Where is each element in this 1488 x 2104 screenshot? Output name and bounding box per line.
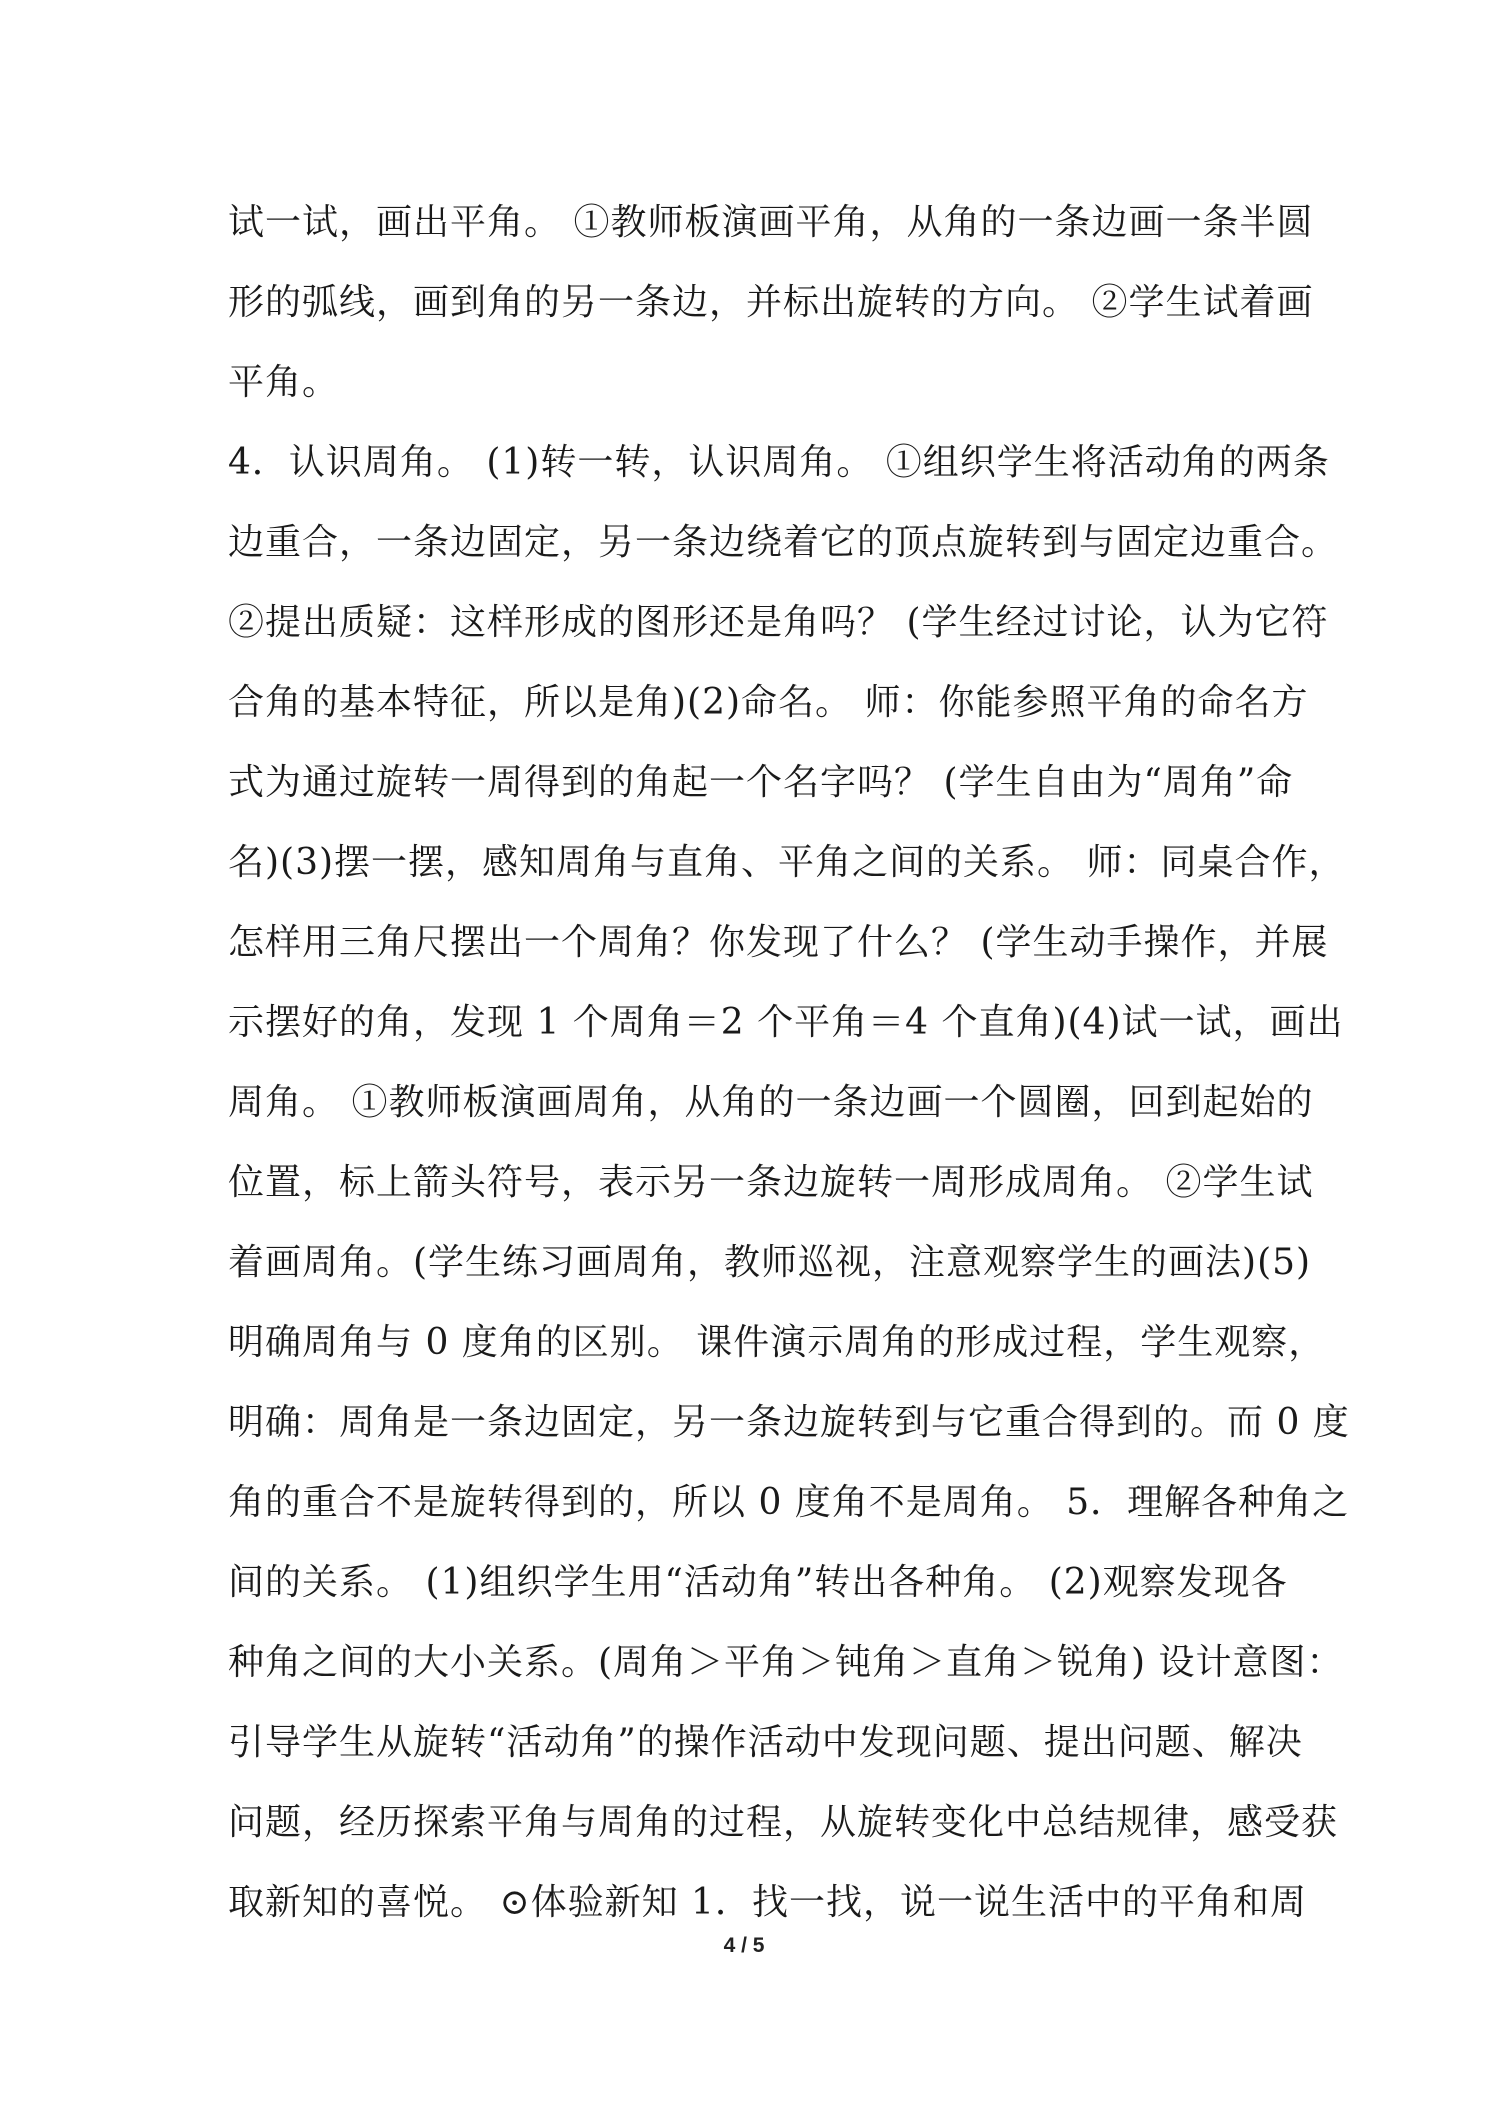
text-line: 引导学生从旋转“活动角”的操作活动中发现问题、提出问题、解决 bbox=[228, 1722, 1303, 1763]
text-line: 种角之间的大小关系。(周角＞平角＞钝角＞直角＞锐角) 设计意图： bbox=[228, 1642, 1344, 1683]
text-line: 周角。 ①教师板演画周角，从角的一条边画一个圆圈，回到起始的 bbox=[228, 1082, 1314, 1123]
text-line: 示摆好的角，发现 1 个周角＝2 个平角＝4 个直角)(4)试一试，画出 bbox=[228, 1002, 1344, 1043]
text-line: 形的弧线，画到角的另一条边，并标出旋转的方向。 ②学生试着画 bbox=[228, 282, 1314, 323]
text-line: 名)(3)摆一摆，感知周角与直角、平角之间的关系。 师：同桌合作， bbox=[228, 842, 1346, 883]
page-number: 4 / 5 bbox=[723, 1934, 765, 1957]
text-line: 平角。 bbox=[228, 362, 340, 403]
text-line: 位置，标上箭头符号，表示另一条边旋转一周形成周角。 ②学生试 bbox=[228, 1162, 1314, 1203]
text-line: 间的关系。 (1)组织学生用“活动角”转出各种角。 (2)观察发现各 bbox=[228, 1562, 1288, 1603]
text-line: 合角的基本特征，所以是角)(2)命名。 师：你能参照平角的命名方 bbox=[228, 682, 1309, 723]
text-line: 怎样用三角尺摆出一个周角？你发现了什么？ (学生动手操作，并展 bbox=[228, 922, 1329, 963]
text-line: 式为通过旋转一周得到的角起一个名字吗？ (学生自由为“周角”命 bbox=[228, 762, 1294, 803]
text-line: 着画周角。(学生练习画周角，教师巡视，注意观察学生的画法)(5) bbox=[228, 1242, 1312, 1283]
text-line: 边重合，一条边固定，另一条边绕着它的顶点旋转到与固定边重合。 bbox=[228, 522, 1339, 563]
text-line: 试一试，画出平角。 ①教师板演画平角，从角的一条边画一条半圆 bbox=[228, 202, 1314, 243]
body-text bbox=[228, 198, 1350, 1958]
text-line: 取新知的喜悦。 ⊙体验新知 1．找一找，说一说生活中的平角和周 bbox=[228, 1882, 1307, 1923]
text-line: 4．认识周角。 (1)转一转，认识周角。 ①组织学生将活动角的两条 bbox=[228, 442, 1330, 483]
text-line: 明确：周角是一条边固定，另一条边旋转到与它重合得到的。而 0 度 bbox=[228, 1402, 1350, 1443]
text-line: ②提出质疑：这样形成的图形还是角吗？ (学生经过讨论，认为它符 bbox=[228, 602, 1329, 643]
text-line: 角的重合不是旋转得到的，所以 0 度角不是周角。 5．理解各种角之 bbox=[228, 1482, 1350, 1523]
text-line: 问题，经历探索平角与周角的过程，从旋转变化中总结规律，感受获 bbox=[228, 1802, 1339, 1843]
text-line: 明确周角与 0 度角的区别。 课件演示周角的形成过程，学生观察， bbox=[228, 1322, 1326, 1363]
